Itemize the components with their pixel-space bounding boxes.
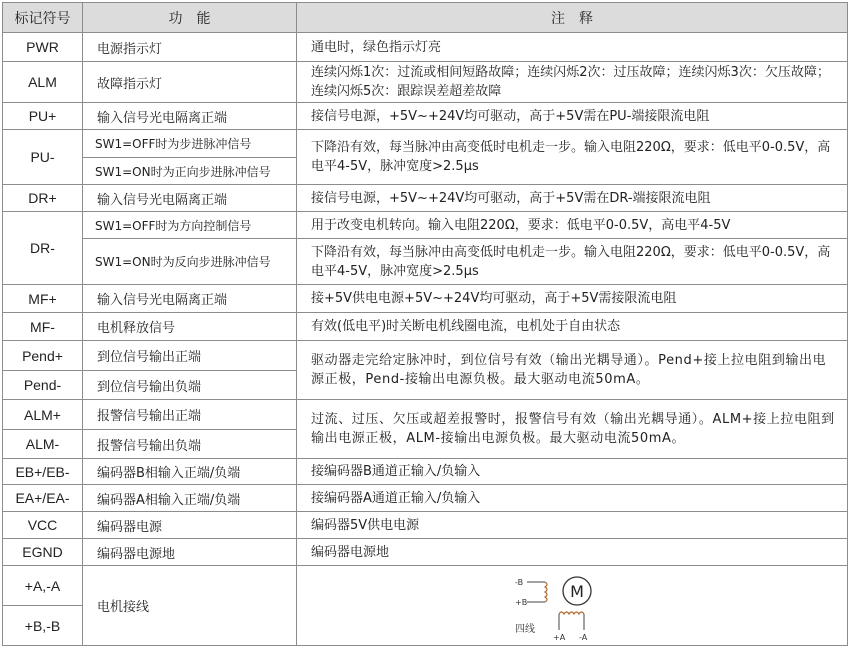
symbol-cell: +A,-A <box>3 566 83 606</box>
symbol-cell: ALM <box>3 62 83 103</box>
symbol-cell: ALM+ <box>3 400 83 430</box>
table-row <box>3 485 848 512</box>
function-cell: 故障指示灯 <box>83 62 297 103</box>
header-symbol: 标记符号 <box>3 3 83 33</box>
symbol-cell: PWR <box>3 33 83 62</box>
note-cell: 通电时，绿色指示灯亮 <box>297 33 848 62</box>
function-cell: 输入信号光电隔离正端 <box>83 185 297 212</box>
symbol-cell: PU+ <box>3 103 83 130</box>
note-cell: 编码器5V供电电源 <box>297 512 848 539</box>
note-cell: 接编码器B通道正输入/负输入 <box>297 459 848 485</box>
note-cell: 过流、过压、欠压或超差报警时，报警信号有效（输出光耦导通）。ALM+接上拉电阻到输出电源正极，ALM-接输出电源负极。最大驱动电流50mA。 <box>297 400 848 459</box>
note-cell: 驱动器走完给定脉冲时，到位信号有效（输出光耦导通）。Pend+接上拉电阻到输出电源正极，Pend-接输出电源负极。最大驱动电流50mA。 <box>297 341 848 400</box>
motor-wiring-diagram <box>515 570 635 642</box>
symbol-cell: MF- <box>3 313 83 341</box>
motor-wiring-diagram-cell <box>297 566 848 646</box>
pin-definition-table <box>2 2 848 646</box>
table-row <box>3 400 848 430</box>
header-function: 功 能 <box>83 3 297 33</box>
symbol-cell: Pend+ <box>3 341 83 371</box>
note-cell: 连续闪烁1次：过流或相间短路故障；连续闪烁2次：过压故障；连续闪烁3次：欠压故障；连续闪烁5次：跟踪误差超差故障 <box>297 62 848 103</box>
table-row <box>3 130 848 158</box>
note-cell: 用于改变电机转向。输入电阻220Ω，要求：低电平0-0.5V，高电平4-5V <box>297 212 848 239</box>
a-minus-label: -A <box>579 633 588 642</box>
b-phase-coil <box>527 582 547 602</box>
table-header-row <box>3 3 848 33</box>
function-cell: SW1=OFF时为步进脉冲信号 <box>83 130 297 158</box>
b-minus-label: -B <box>515 578 524 587</box>
table-row <box>3 512 848 539</box>
table-row <box>3 341 848 371</box>
symbol-cell: DR+ <box>3 185 83 212</box>
table-row <box>3 103 848 130</box>
function-cell: 输入信号光电隔离正端 <box>83 103 297 130</box>
table-row <box>3 212 848 239</box>
motor-label: M <box>570 582 584 601</box>
note-cell: 下降沿有效，每当脉冲由高变低时电机走一步。输入电阻220Ω，要求：低电平0-0.5V，高电平4-5V，脉冲宽度>2.5μs <box>297 130 848 185</box>
table-row <box>3 285 848 313</box>
table-row <box>3 62 848 103</box>
a-phase-coil <box>559 612 584 630</box>
table-row <box>3 33 848 62</box>
b-plus-label: +B <box>515 598 528 607</box>
table-row <box>3 566 848 606</box>
function-cell: SW1=ON时为正向步进脉冲信号 <box>83 158 297 185</box>
symbol-cell: EGND <box>3 539 83 566</box>
symbol-cell: +B,-B <box>3 606 83 646</box>
table-row <box>3 185 848 212</box>
symbol-cell: PU- <box>3 130 83 185</box>
function-cell: SW1=ON时为反向步进脉冲信号 <box>83 239 297 285</box>
function-cell: 电机接线 <box>83 566 297 646</box>
function-cell: SW1=OFF时为方向控制信号 <box>83 212 297 239</box>
function-cell: 编码器电源地 <box>83 539 297 566</box>
table-row <box>3 459 848 485</box>
symbol-cell: MF+ <box>3 285 83 313</box>
function-cell: 到位信号输出正端 <box>83 341 297 371</box>
function-cell: 报警信号输出负端 <box>83 430 297 459</box>
note-cell: 接信号电源，+5V~+24V均可驱动，高于+5V需在DR-端接限流电阻 <box>297 185 848 212</box>
function-cell: 编码器电源 <box>83 512 297 539</box>
symbol-cell: ALM- <box>3 430 83 459</box>
function-cell: 输入信号光电隔离正端 <box>83 285 297 313</box>
symbol-cell: VCC <box>3 512 83 539</box>
table-row <box>3 539 848 566</box>
symbol-cell: EB+/EB- <box>3 459 83 485</box>
function-cell: 电机释放信号 <box>83 313 297 341</box>
function-cell: 到位信号输出负端 <box>83 371 297 400</box>
wire-count-label: 四线 <box>515 624 535 635</box>
note-cell: 接信号电源，+5V~+24V均可驱动，高于+5V需在PU-端接限流电阻 <box>297 103 848 130</box>
note-cell: 下降沿有效，每当脉冲由高变低时电机走一步。输入电阻220Ω，要求：低电平0-0.5V，高电平4-5V，脉冲宽度>2.5μs <box>297 239 848 285</box>
symbol-cell: EA+/EA- <box>3 485 83 512</box>
function-cell: 电源指示灯 <box>83 33 297 62</box>
note-cell: 有效(低电平)时关断电机线圈电流，电机处于自由状态 <box>297 313 848 341</box>
function-cell: 编码器B相输入正端/负端 <box>83 459 297 485</box>
function-cell: 编码器A相输入正端/负端 <box>83 485 297 512</box>
note-cell: 编码器电源地 <box>297 539 848 566</box>
a-plus-label: +A <box>553 633 566 642</box>
note-cell: 接+5V供电电源+5V~+24V均可驱动，高于+5V需接限流电阻 <box>297 285 848 313</box>
header-note: 注 释 <box>297 3 848 33</box>
note-cell: 接编码器A通道正输入/负输入 <box>297 485 848 512</box>
symbol-cell: DR- <box>3 212 83 285</box>
function-cell: 报警信号输出正端 <box>83 400 297 430</box>
table-row <box>3 239 848 285</box>
table-row <box>3 313 848 341</box>
symbol-cell: Pend- <box>3 371 83 400</box>
